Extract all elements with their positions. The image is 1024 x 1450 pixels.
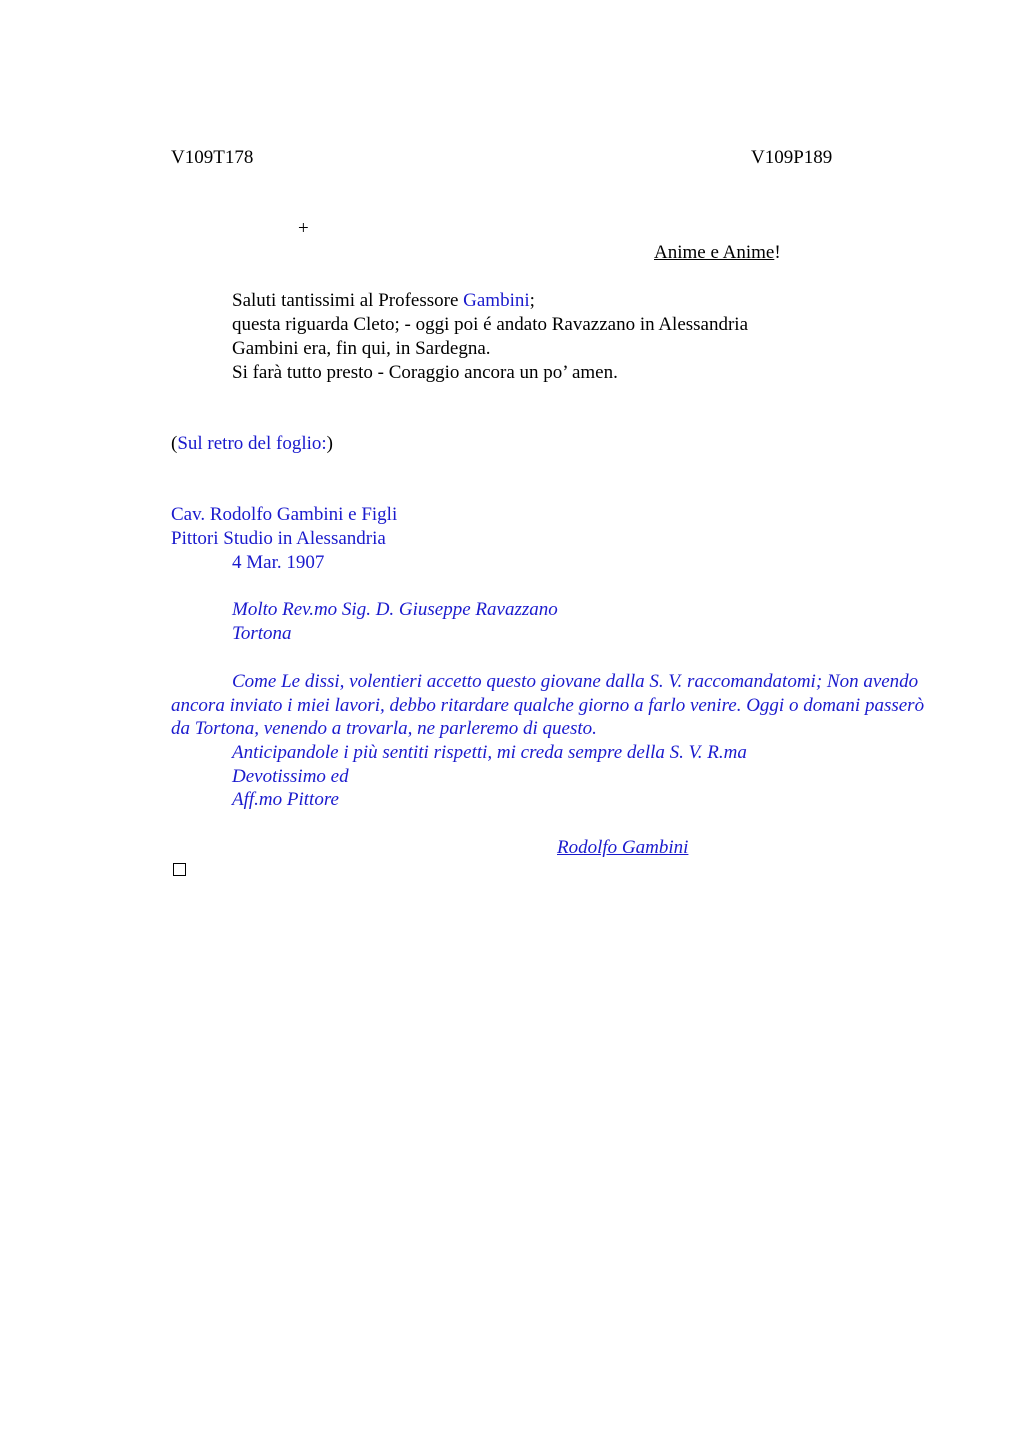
header-right-code: V109P189 xyxy=(751,147,833,168)
motto-punct: ! xyxy=(774,242,781,263)
recipient-city: Tortona xyxy=(232,623,292,644)
closing-line-3: Aff.mo Pittore xyxy=(232,789,339,810)
motto-text: Anime e Anime xyxy=(654,242,775,263)
note-line-1 xyxy=(232,289,535,313)
letterhead-line-1: Cav. Rodolfo Gambini e Figli xyxy=(171,504,398,525)
verso-label: Sul retro del foglio: xyxy=(177,433,327,454)
closing-line-2: Devotissimo ed xyxy=(232,766,349,787)
letter-body-paragraph: Come Le dissi, volentieri accetto questo giovane dalla S. V. raccomandatomi; Non avendo ancora inviato i miei lavori, debbo ritardare qualche giorno a farlo venire. Oggi o domani passerò da Tortona, venendo a trovarla, ne parleremo di questo. xyxy=(171,671,925,739)
note-line-3: Gambini era, fin qui, in Sardegna. xyxy=(232,338,491,359)
header-left-code: V109T178 xyxy=(171,147,254,168)
cross-symbol: + xyxy=(298,218,309,239)
recipient-name: Molto Rev.mo Sig. D. Giuseppe Ravazzano xyxy=(232,599,558,620)
motto xyxy=(654,241,781,265)
note-line-1-name: Gambini xyxy=(463,290,530,311)
signature: Rodolfo Gambini xyxy=(557,837,689,858)
note-line-1-pre: Saluti tantissimi al Professore xyxy=(232,290,464,311)
closing-line-1: Anticipandole i più sentiti rispetti, mi creda sempre della S. V. R.ma xyxy=(232,742,747,763)
checkbox-icon xyxy=(173,863,186,876)
verso-close: ) xyxy=(326,433,333,454)
note-line-1-post: ; xyxy=(529,290,535,311)
note-line-2: questa riguarda Cleto; - oggi poi é andato Ravazzano in Alessandria xyxy=(232,314,749,335)
verso-open: ( xyxy=(171,433,178,454)
letterhead-line-2: Pittori Studio in Alessandria xyxy=(171,528,386,549)
letter-date: 4 Mar. 1907 xyxy=(232,552,325,573)
note-line-4: Si farà tutto presto - Coraggio ancora un po’ amen. xyxy=(232,362,618,383)
verso-note xyxy=(171,432,333,456)
